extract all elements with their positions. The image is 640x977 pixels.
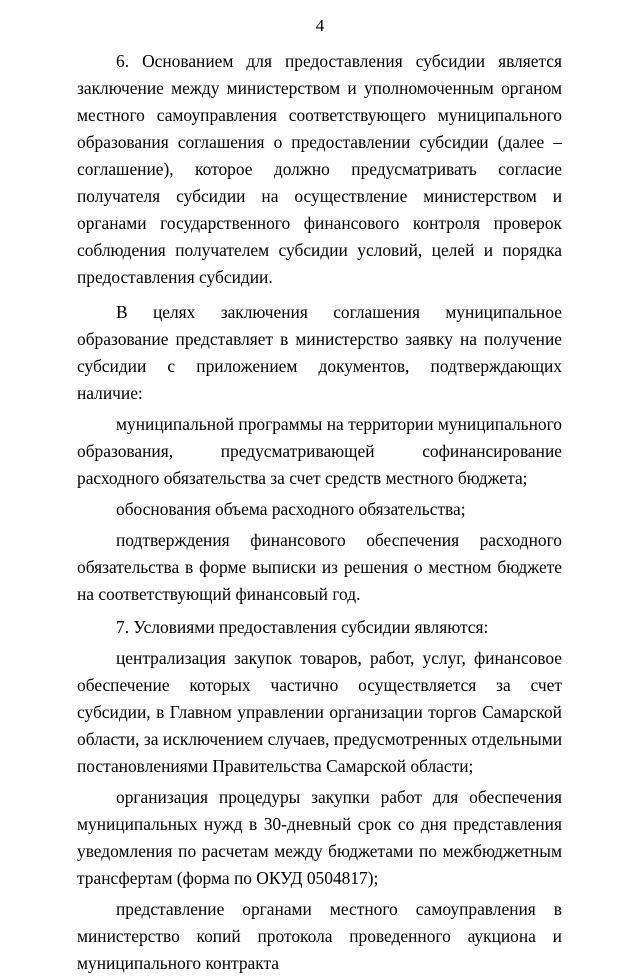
page-number: 4 <box>315 16 325 35</box>
paragraph-clause-7: 7. Условиями предоставления субсидии являются: <box>116 617 489 637</box>
paragraph-centralization: централизация закупок товаров, работ, услуг, финансовое обеспечение которых частично осуществляется за счет субсидии, в Главном управлении организации торгов Самарской области, за исключением случаев, предусмотренных отдельными постановлениями Правительства Самарской области; <box>77 648 562 776</box>
paragraph-municipal-program: муниципальной программы на территории муниципального образования, предусматривающей софинансирование расходного обязательства за счет средств местного бюджета; <box>77 414 562 488</box>
paragraph-application: В целях заключения соглашения муниципальное образование представляет в министерство заявку на получение субсидии с приложением документов, подтверждающих наличие: <box>77 302 562 403</box>
paragraph-clause-6: 6. Основанием для предоставления субсидии является заключение между министерством и уполномоченным органом местного самоуправления соответствующего муниципального образования соглашения о предоставлении субсидии (далее – соглашение), которое должно предусматривать согласие получателя субсидии на осуществление министерством и органами государственного финансового контроля проверок соблюдения получателем субсидии условий, целей и порядка предоставления субсидии. <box>77 51 562 287</box>
document-body <box>77 48 562 977</box>
paragraph-justification: обоснования объема расходного обязательства; <box>116 499 466 519</box>
paragraph-submission: представление органами местного самоуправления в министерство копий протокола проведенного аукциона и муниципального контракта <box>77 899 562 973</box>
paragraph-procurement: организация процедуры закупки работ для обеспечения муниципальных нужд в 30-дневный срок со дня представления уведомления по расчетам между бюджетами по межбюджетным трансфертам (форма по ОКУД 0504817); <box>77 787 562 888</box>
paragraph-financial-confirmation: подтверждения финансового обеспечения расходного обязательства в форме выписки из решения о местном бюджете на соответствующий финансовый год. <box>77 530 562 604</box>
